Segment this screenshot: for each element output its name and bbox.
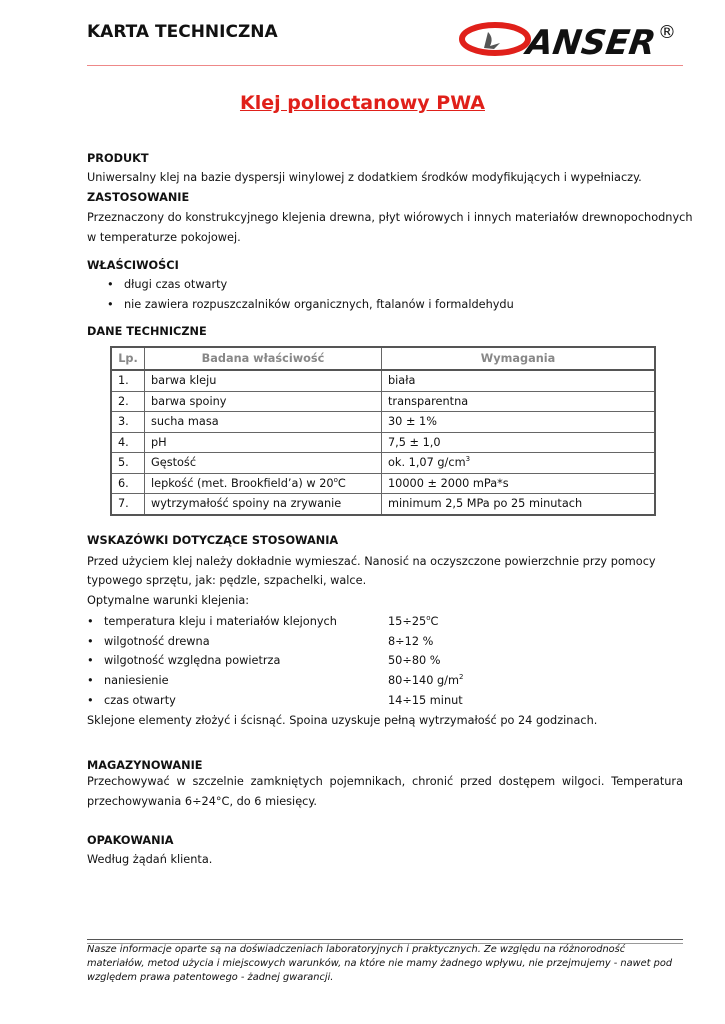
opakowania-heading: OPAKOWANIA — [87, 834, 174, 847]
cell: 10000 ± 2000 mPa*s — [382, 473, 656, 494]
cell: 30 ± 1% — [382, 412, 656, 433]
cell: 7,5 ± 1,0 — [382, 432, 656, 453]
superscript: o — [426, 614, 431, 622]
value: 15÷25 — [388, 615, 427, 628]
opakowania-text: Według żądań klienta. — [87, 853, 213, 866]
table-row — [111, 432, 655, 453]
cell-value: ok. 1,07 g/cm — [388, 456, 466, 470]
cell-value: lepkość (met. Brookfield’a) w 20 — [151, 476, 334, 490]
unit: C — [337, 476, 346, 490]
value: 80÷140 g/m — [388, 674, 459, 687]
condition-label: naniesienie — [104, 674, 169, 687]
table-row — [111, 473, 655, 494]
produkt-text: Uniwersalny klej na bazie dyspersji winylowej z dodatkiem środków modyfikujących i wypełniaczy. — [87, 171, 642, 184]
superscript: o — [333, 475, 338, 484]
cell: 5. — [111, 453, 145, 474]
header-divider — [87, 65, 683, 66]
footer-disclaimer: materiałów, metod użycia i miejscowych warunków, na które nie mamy żadnego wpływu, nie przejmujemy - nawet pod — [87, 958, 673, 969]
cell: 2. — [111, 391, 145, 412]
document-type-header: KARTA TECHNICZNA — [87, 22, 278, 42]
bullet: • — [107, 298, 114, 311]
table-row — [111, 453, 655, 474]
footer-disclaimer: względem prawa patentowego - żadnej gwarancji. — [87, 972, 334, 983]
wskazowki-text: Przed użyciem klej należy dokładnie wymieszać. Nanosić na oczyszczone powierzchnie przy pomocy — [87, 555, 656, 568]
cell — [145, 473, 382, 494]
table-row — [111, 391, 655, 412]
cell: 3. — [111, 412, 145, 433]
condition-label: wilgotność względna powietrza — [104, 654, 281, 667]
cell: 1. — [111, 370, 145, 391]
condition-value: 14÷15 minut — [388, 694, 463, 707]
superscript: 3 — [465, 455, 471, 464]
wskazowki-heading: WSKAZÓWKI DOTYCZĄCE STOSOWANIA — [87, 534, 339, 547]
condition-label: temperatura kleju i materiałów klejonych — [104, 615, 337, 628]
wlasciwosci-heading: WŁAŚCIWOŚCI — [87, 259, 179, 272]
cell: wytrzymałość spoiny na zrywanie — [145, 494, 382, 515]
cell: barwa spoiny — [145, 391, 382, 412]
condition-label: wilgotność drewna — [104, 635, 210, 648]
cell: biała — [382, 370, 656, 391]
magazynowanie-heading: MAGAZYNOWANIE — [87, 759, 203, 772]
dane-heading: DANE TECHNICZNE — [87, 325, 207, 338]
table-row — [111, 370, 655, 391]
unit: C — [430, 615, 439, 628]
condition-value — [388, 615, 438, 628]
bullet: • — [87, 635, 94, 648]
bullet: • — [87, 674, 94, 687]
svg-text:ANSER: ANSER — [523, 23, 659, 60]
condition-label: czas otwarty — [104, 694, 176, 707]
bullet: • — [87, 615, 94, 628]
svg-text:®: ® — [658, 22, 676, 43]
bullet: • — [87, 694, 94, 707]
table-row — [111, 494, 655, 515]
list-item: długi czas otwarty — [124, 278, 228, 291]
column-header: Wymagania — [382, 347, 656, 370]
magazynowanie-text: przechowywania 6÷24°C, do 6 miesięcy. — [87, 795, 318, 808]
zastosowanie-text: w temperaturze pokojowej. — [87, 231, 241, 244]
cell: sucha masa — [145, 412, 382, 433]
cell: 7. — [111, 494, 145, 515]
wskazowki-closing: Sklejone elementy złożyć i ścisnąć. Spoina uzyskuje pełną wytrzymałość po 24 godzinach. — [87, 714, 598, 727]
cell: barwa kleju — [145, 370, 382, 391]
optimal-conditions-label: Optymalne warunki klejenia: — [87, 594, 250, 607]
technical-data-table — [110, 346, 656, 516]
table-header-row — [111, 347, 655, 370]
produkt-heading: PRODUKT — [87, 152, 149, 165]
anser-logo — [458, 20, 683, 60]
condition-value — [388, 674, 463, 687]
condition-value: 50÷80 % — [388, 654, 441, 667]
product-title: Klej polioctanowy PWA — [239, 92, 485, 114]
column-header: Lp. — [111, 347, 145, 370]
bullet: • — [107, 278, 114, 291]
cell: 4. — [111, 432, 145, 453]
superscript: 2 — [458, 673, 464, 681]
magazynowanie-text: Przechowywać w szczelnie zamkniętych pojemnikach, chronić przed dostępem wilgoci. Temperatura — [87, 775, 683, 788]
cell: 6. — [111, 473, 145, 494]
wskazowki-text: typowego sprzętu, jak: pędzle, szpachelki, walce. — [87, 574, 367, 587]
table-row — [111, 412, 655, 433]
condition-value: 8÷12 % — [388, 635, 434, 648]
footer-disclaimer: Nasze informacje oparte są na doświadczeniach laboratoryjnych i praktycznych. Ze względu na różnorodność — [87, 944, 626, 955]
cell — [382, 453, 656, 474]
list-item: nie zawiera rozpuszczalników organicznych, ftalanów i formaldehydu — [124, 298, 514, 311]
cell: Gęstość — [145, 453, 382, 474]
logo-bird-icon — [458, 20, 683, 60]
zastosowanie-text: Przeznaczony do konstrukcyjnego klejenia drewna, płyt wiórowych i innych materiałów drewnopochodnych — [87, 211, 693, 224]
cell: minimum 2,5 MPa po 25 minutach — [382, 494, 656, 515]
cell: transparentna — [382, 391, 656, 412]
column-header: Badana właściwość — [145, 347, 382, 370]
zastosowanie-heading: ZASTOSOWANIE — [87, 191, 190, 204]
bullet: • — [87, 654, 94, 667]
cell: pH — [145, 432, 382, 453]
